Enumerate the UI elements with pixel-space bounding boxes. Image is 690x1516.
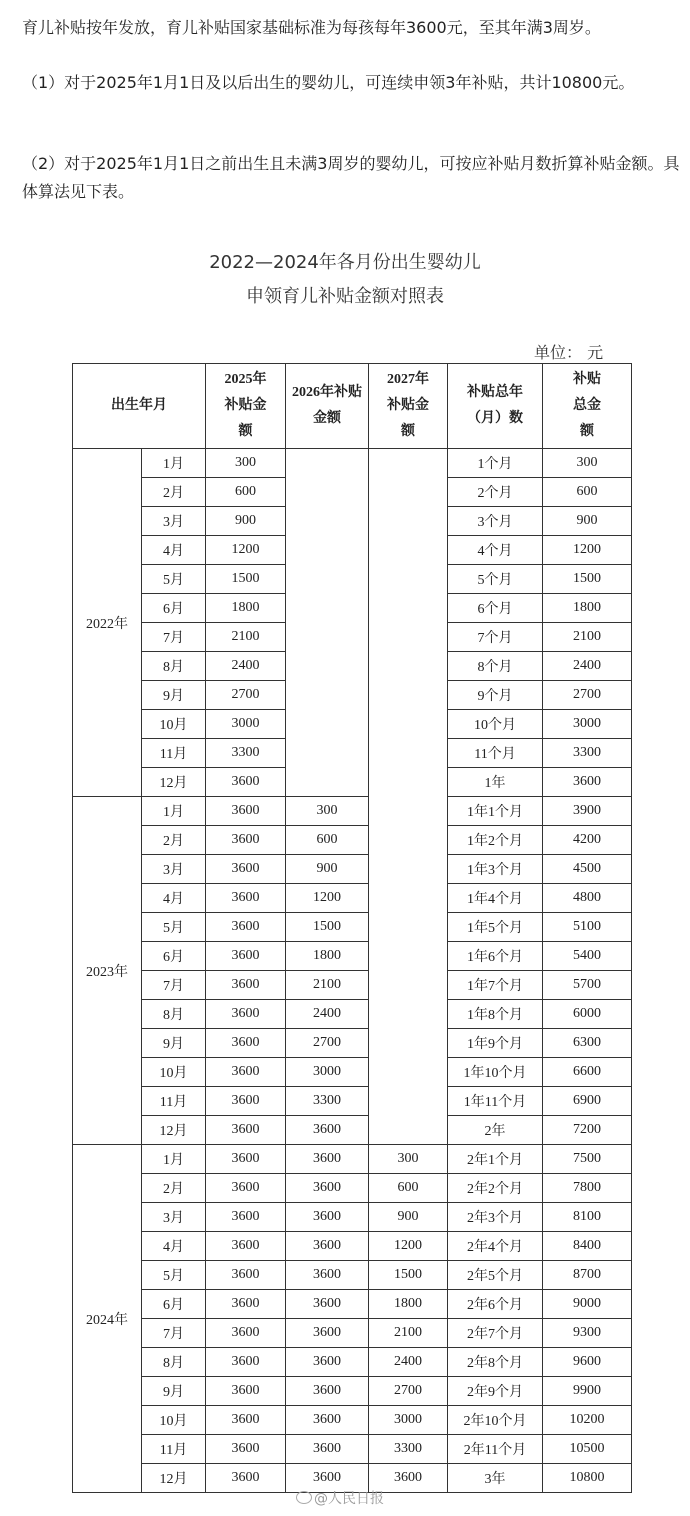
table-row xyxy=(73,971,632,1000)
duration-cell: 3年 xyxy=(448,1464,543,1493)
amount-2025-cell: 1500 xyxy=(206,565,286,594)
amount-2027-cell xyxy=(369,449,448,1145)
amount-2027-cell: 2400 xyxy=(369,1348,448,1377)
month-cell: 5月 xyxy=(142,913,206,942)
month-cell: 1月 xyxy=(142,449,206,478)
duration-cell: 7个月 xyxy=(448,623,543,652)
duration-cell: 2年5个月 xyxy=(448,1261,543,1290)
header-birth: 出生年月 xyxy=(73,364,206,449)
amount-2025-cell: 3600 xyxy=(206,971,286,1000)
amount-2027-cell: 1200 xyxy=(369,1232,448,1261)
amount-2027-cell: 1500 xyxy=(369,1261,448,1290)
total-amount-cell: 7500 xyxy=(543,1145,632,1174)
amount-2027-cell: 300 xyxy=(369,1145,448,1174)
amount-2025-cell: 2100 xyxy=(206,623,286,652)
amount-2025-cell: 3600 xyxy=(206,884,286,913)
header-2025: 2025年补贴金额 xyxy=(206,364,286,449)
month-cell: 9月 xyxy=(142,1029,206,1058)
amount-2026-cell: 3600 xyxy=(286,1348,369,1377)
amount-2025-cell: 3600 xyxy=(206,1377,286,1406)
duration-cell: 1个月 xyxy=(448,449,543,478)
total-amount-cell: 4800 xyxy=(543,884,632,913)
total-amount-cell: 6900 xyxy=(543,1087,632,1116)
month-cell: 9月 xyxy=(142,1377,206,1406)
amount-2026-cell: 300 xyxy=(286,797,369,826)
amount-2025-cell: 900 xyxy=(206,507,286,536)
amount-2025-cell: 3300 xyxy=(206,739,286,768)
amount-2026-cell xyxy=(286,449,369,797)
year-cell: 2022年 xyxy=(73,449,142,797)
table-header-row xyxy=(73,364,632,449)
month-cell: 2月 xyxy=(142,1174,206,1203)
duration-cell: 6个月 xyxy=(448,594,543,623)
duration-cell: 1年2个月 xyxy=(448,826,543,855)
duration-cell: 3个月 xyxy=(448,507,543,536)
table-row xyxy=(73,1174,632,1203)
duration-cell: 2年6个月 xyxy=(448,1290,543,1319)
table-row xyxy=(73,1406,632,1435)
duration-cell: 1年11个月 xyxy=(448,1087,543,1116)
duration-cell: 1年3个月 xyxy=(448,855,543,884)
table-row xyxy=(73,1203,632,1232)
amount-2026-cell: 1200 xyxy=(286,884,369,913)
total-amount-cell: 9600 xyxy=(543,1348,632,1377)
duration-cell: 2年4个月 xyxy=(448,1232,543,1261)
amount-2026-cell: 3300 xyxy=(286,1087,369,1116)
table-row xyxy=(73,884,632,913)
month-cell: 6月 xyxy=(142,1290,206,1319)
total-amount-cell: 8700 xyxy=(543,1261,632,1290)
amount-2026-cell: 3000 xyxy=(286,1058,369,1087)
amount-2025-cell: 600 xyxy=(206,478,286,507)
month-cell: 12月 xyxy=(142,1116,206,1145)
total-amount-cell: 5100 xyxy=(543,913,632,942)
amount-2025-cell: 3600 xyxy=(206,855,286,884)
total-amount-cell: 6300 xyxy=(543,1029,632,1058)
amount-2026-cell: 3600 xyxy=(286,1464,369,1493)
amount-2026-cell: 3600 xyxy=(286,1377,369,1406)
table-row xyxy=(73,942,632,971)
total-amount-cell: 4200 xyxy=(543,826,632,855)
month-cell: 7月 xyxy=(142,1319,206,1348)
month-cell: 1月 xyxy=(142,1145,206,1174)
intro-paragraph-1: 育儿补贴按年发放，育儿补贴国家基础标准为每孩每年3600元，至其年满3周岁。 xyxy=(22,18,601,37)
amount-2027-cell: 2700 xyxy=(369,1377,448,1406)
amount-2026-cell: 3600 xyxy=(286,1261,369,1290)
total-amount-cell: 8400 xyxy=(543,1232,632,1261)
month-cell: 2月 xyxy=(142,478,206,507)
amount-2025-cell: 3600 xyxy=(206,1145,286,1174)
table-row xyxy=(73,1145,632,1174)
table-row xyxy=(73,797,632,826)
header-2026: 2026年补贴金额 xyxy=(286,364,369,449)
table-row xyxy=(73,1232,632,1261)
amount-2025-cell: 3600 xyxy=(206,1116,286,1145)
amount-2025-cell: 3600 xyxy=(206,797,286,826)
amount-2027-cell: 3000 xyxy=(369,1406,448,1435)
subsidy-table xyxy=(72,363,632,1493)
amount-2026-cell: 2700 xyxy=(286,1029,369,1058)
duration-cell: 2年11个月 xyxy=(448,1435,543,1464)
amount-2025-cell: 3600 xyxy=(206,1464,286,1493)
amount-2025-cell: 3600 xyxy=(206,1000,286,1029)
amount-2025-cell: 3600 xyxy=(206,913,286,942)
month-cell: 6月 xyxy=(142,942,206,971)
table-row xyxy=(73,855,632,884)
amount-2026-cell: 2400 xyxy=(286,1000,369,1029)
table-row xyxy=(73,1058,632,1087)
unit-label: 单位： 元 xyxy=(534,343,604,362)
table-row xyxy=(73,1319,632,1348)
month-cell: 8月 xyxy=(142,1348,206,1377)
amount-2027-cell: 600 xyxy=(369,1174,448,1203)
duration-cell: 1年6个月 xyxy=(448,942,543,971)
month-cell: 7月 xyxy=(142,971,206,1000)
year-cell: 2024年 xyxy=(73,1145,142,1493)
month-cell: 11月 xyxy=(142,1087,206,1116)
total-amount-cell: 600 xyxy=(543,478,632,507)
amount-2025-cell: 3600 xyxy=(206,1203,286,1232)
duration-cell: 4个月 xyxy=(448,536,543,565)
table-title-line-2: 申领育儿补贴金额对照表 xyxy=(246,286,444,307)
amount-2026-cell: 3600 xyxy=(286,1319,369,1348)
amount-2025-cell: 1800 xyxy=(206,594,286,623)
table-row xyxy=(73,449,632,478)
table-row xyxy=(73,1029,632,1058)
table-row xyxy=(73,1348,632,1377)
duration-cell: 9个月 xyxy=(448,681,543,710)
table-row xyxy=(73,1000,632,1029)
month-cell: 10月 xyxy=(142,1406,206,1435)
duration-cell: 1年5个月 xyxy=(448,913,543,942)
amount-2025-cell: 3600 xyxy=(206,1232,286,1261)
duration-cell: 2年8个月 xyxy=(448,1348,543,1377)
amount-2025-cell: 3600 xyxy=(206,942,286,971)
total-amount-cell: 8100 xyxy=(543,1203,632,1232)
duration-cell: 1年1个月 xyxy=(448,797,543,826)
intro-paragraph-3: （2）对于2025年1月1日之前出生且未满3周岁的婴幼儿，可按应补贴月数折算补贴金额。具体算法见下表。 xyxy=(22,154,680,201)
table-row xyxy=(73,1377,632,1406)
table-row xyxy=(73,913,632,942)
total-amount-cell: 3900 xyxy=(543,797,632,826)
total-amount-cell: 1500 xyxy=(543,565,632,594)
table-row xyxy=(73,1116,632,1145)
duration-cell: 2个月 xyxy=(448,478,543,507)
amount-2026-cell: 3600 xyxy=(286,1290,369,1319)
month-cell: 3月 xyxy=(142,507,206,536)
table-row xyxy=(73,1435,632,1464)
month-cell: 11月 xyxy=(142,739,206,768)
table-row xyxy=(73,826,632,855)
watermark xyxy=(296,1488,384,1508)
total-amount-cell: 9900 xyxy=(543,1377,632,1406)
amount-2026-cell: 1800 xyxy=(286,942,369,971)
amount-2025-cell: 2700 xyxy=(206,681,286,710)
amount-2025-cell: 300 xyxy=(206,449,286,478)
month-cell: 12月 xyxy=(142,768,206,797)
total-amount-cell: 900 xyxy=(543,507,632,536)
total-amount-cell: 3300 xyxy=(543,739,632,768)
amount-2025-cell: 3600 xyxy=(206,826,286,855)
duration-cell: 2年2个月 xyxy=(448,1174,543,1203)
amount-2026-cell: 3600 xyxy=(286,1232,369,1261)
month-cell: 7月 xyxy=(142,623,206,652)
amount-2025-cell: 3600 xyxy=(206,1058,286,1087)
month-cell: 10月 xyxy=(142,710,206,739)
amount-2026-cell: 900 xyxy=(286,855,369,884)
total-amount-cell: 2100 xyxy=(543,623,632,652)
amount-2027-cell: 2100 xyxy=(369,1319,448,1348)
weibo-icon xyxy=(296,1491,312,1504)
month-cell: 5月 xyxy=(142,565,206,594)
month-cell: 9月 xyxy=(142,681,206,710)
total-amount-cell: 10200 xyxy=(543,1406,632,1435)
table-row xyxy=(73,1290,632,1319)
total-amount-cell: 7200 xyxy=(543,1116,632,1145)
amount-2027-cell: 3600 xyxy=(369,1464,448,1493)
duration-cell: 5个月 xyxy=(448,565,543,594)
amount-2025-cell: 3600 xyxy=(206,1435,286,1464)
total-amount-cell: 6600 xyxy=(543,1058,632,1087)
duration-cell: 2年3个月 xyxy=(448,1203,543,1232)
amount-2025-cell: 3600 xyxy=(206,1261,286,1290)
amount-2026-cell: 3600 xyxy=(286,1116,369,1145)
total-amount-cell: 10800 xyxy=(543,1464,632,1493)
duration-cell: 10个月 xyxy=(448,710,543,739)
month-cell: 6月 xyxy=(142,594,206,623)
amount-2026-cell: 3600 xyxy=(286,1406,369,1435)
total-amount-cell: 6000 xyxy=(543,1000,632,1029)
duration-cell: 8个月 xyxy=(448,652,543,681)
duration-cell: 1年9个月 xyxy=(448,1029,543,1058)
total-amount-cell: 5400 xyxy=(543,942,632,971)
month-cell: 8月 xyxy=(142,1000,206,1029)
amount-2026-cell: 3600 xyxy=(286,1145,369,1174)
amount-2026-cell: 1500 xyxy=(286,913,369,942)
header-total-months: 补贴总年（月）数 xyxy=(448,364,543,449)
amount-2027-cell: 3300 xyxy=(369,1435,448,1464)
total-amount-cell: 7800 xyxy=(543,1174,632,1203)
amount-2025-cell: 1200 xyxy=(206,536,286,565)
total-amount-cell: 2400 xyxy=(543,652,632,681)
month-cell: 10月 xyxy=(142,1058,206,1087)
amount-2025-cell: 3600 xyxy=(206,1029,286,1058)
intro-paragraph-2: （1）对于2025年1月1日及以后出生的婴幼儿，可连续申领3年补贴，共计10800元。 xyxy=(22,73,635,92)
amount-2025-cell: 3600 xyxy=(206,1406,286,1435)
amount-2026-cell: 600 xyxy=(286,826,369,855)
total-amount-cell: 4500 xyxy=(543,855,632,884)
amount-2025-cell: 3600 xyxy=(206,1087,286,1116)
amount-2025-cell: 3600 xyxy=(206,1290,286,1319)
month-cell: 11月 xyxy=(142,1435,206,1464)
duration-cell: 1年 xyxy=(448,768,543,797)
total-amount-cell: 300 xyxy=(543,449,632,478)
duration-cell: 2年 xyxy=(448,1116,543,1145)
total-amount-cell: 2700 xyxy=(543,681,632,710)
table-row xyxy=(73,1261,632,1290)
total-amount-cell: 9000 xyxy=(543,1290,632,1319)
amount-2025-cell: 3600 xyxy=(206,1174,286,1203)
amount-2027-cell: 900 xyxy=(369,1203,448,1232)
month-cell: 4月 xyxy=(142,536,206,565)
amount-2025-cell: 3600 xyxy=(206,1319,286,1348)
duration-cell: 2年1个月 xyxy=(448,1145,543,1174)
amount-2026-cell: 2100 xyxy=(286,971,369,1000)
amount-2026-cell: 3600 xyxy=(286,1435,369,1464)
month-cell: 1月 xyxy=(142,797,206,826)
amount-2025-cell: 3600 xyxy=(206,1348,286,1377)
month-cell: 2月 xyxy=(142,826,206,855)
watermark-text: @人民日报 xyxy=(314,1491,384,1507)
total-amount-cell: 3600 xyxy=(543,768,632,797)
amount-2025-cell: 2400 xyxy=(206,652,286,681)
total-amount-cell: 1200 xyxy=(543,536,632,565)
amount-2026-cell: 3600 xyxy=(286,1174,369,1203)
table-row xyxy=(73,1087,632,1116)
header-total-amount: 补贴总金额 xyxy=(543,364,632,449)
duration-cell: 11个月 xyxy=(448,739,543,768)
amount-2026-cell: 3600 xyxy=(286,1203,369,1232)
month-cell: 3月 xyxy=(142,1203,206,1232)
duration-cell: 1年4个月 xyxy=(448,884,543,913)
duration-cell: 1年10个月 xyxy=(448,1058,543,1087)
total-amount-cell: 5700 xyxy=(543,971,632,1000)
month-cell: 3月 xyxy=(142,855,206,884)
duration-cell: 2年10个月 xyxy=(448,1406,543,1435)
total-amount-cell: 3000 xyxy=(543,710,632,739)
year-cell: 2023年 xyxy=(73,797,142,1145)
amount-2025-cell: 3000 xyxy=(206,710,286,739)
duration-cell: 1年8个月 xyxy=(448,1000,543,1029)
duration-cell: 2年7个月 xyxy=(448,1319,543,1348)
amount-2025-cell: 3600 xyxy=(206,768,286,797)
month-cell: 4月 xyxy=(142,1232,206,1261)
month-cell: 4月 xyxy=(142,884,206,913)
header-2027: 2027年补贴金额 xyxy=(369,364,448,449)
total-amount-cell: 9300 xyxy=(543,1319,632,1348)
duration-cell: 2年9个月 xyxy=(448,1377,543,1406)
total-amount-cell: 10500 xyxy=(543,1435,632,1464)
month-cell: 5月 xyxy=(142,1261,206,1290)
amount-2027-cell: 1800 xyxy=(369,1290,448,1319)
total-amount-cell: 1800 xyxy=(543,594,632,623)
table-title-line-1: 2022—2024年各月份出生婴幼儿 xyxy=(209,252,481,273)
month-cell: 8月 xyxy=(142,652,206,681)
duration-cell: 1年7个月 xyxy=(448,971,543,1000)
month-cell: 12月 xyxy=(142,1464,206,1493)
